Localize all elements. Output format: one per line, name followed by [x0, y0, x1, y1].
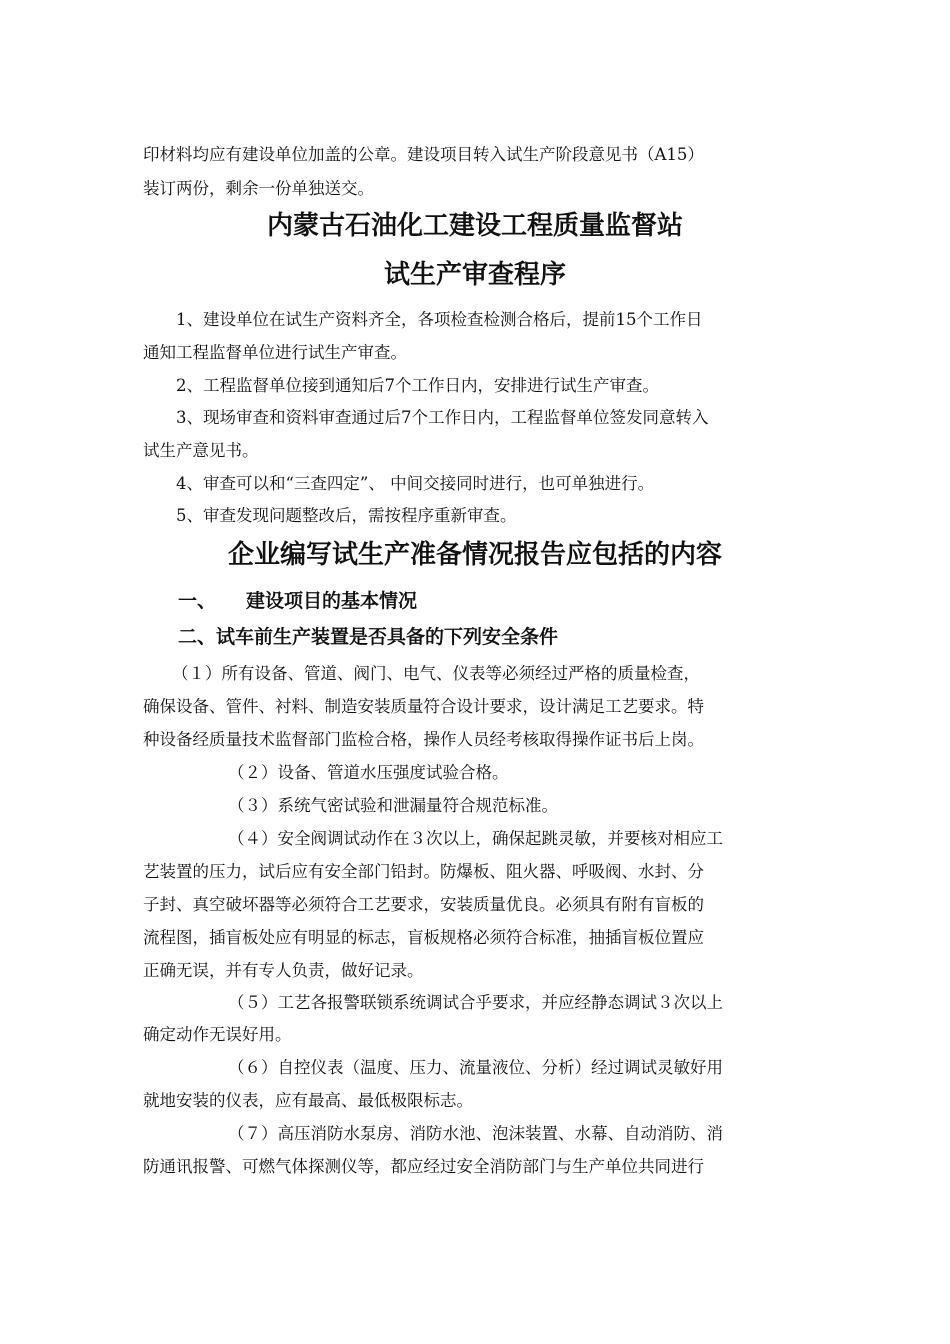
- condition-4-line-2: 艺装置的压力，试后应有安全部门铅封。防爆板、阻火器、呼吸阀、水封、分: [143, 862, 704, 881]
- procedure-item-1-line-1: 1、建设单位在试生产资料齐全，各项检查检测合格后，提前15个工作日: [176, 310, 703, 329]
- intro-line-2: 装订两份，剩余一份单独送交。: [143, 179, 374, 198]
- condition-4-line-1: （４）安全阀调试动作在３次以上，确保起跳灵敏，并要核对相应工: [228, 829, 723, 848]
- procedure-item-1-line-2: 通知工程监督单位进行试生产审查。: [143, 343, 407, 362]
- condition-4-line-4: 流程图，插盲板处应有明显的标志，盲板规格必须符合标准，抽插盲板位置应: [143, 928, 704, 947]
- condition-5-line-2: 确定动作无误好用。: [143, 1025, 292, 1044]
- section-1-number: 一、: [178, 590, 217, 612]
- procedure-title: 试生产审查程序: [383, 260, 566, 290]
- procedure-item-3-line-2: 试生产意见书。: [143, 441, 259, 460]
- report-title: 企业编写试生产准备情况报告应包括的内容: [227, 540, 722, 570]
- condition-2: （２）设备、管道水压强度试验合格。: [228, 763, 509, 782]
- condition-4-line-3: 子封、真空破坏器等必须符合工艺要求，安装质量优良。必须具有附有盲板的: [143, 895, 704, 914]
- condition-6-line-1: （６）自控仪表（温度、压力、流量液位、分析）经过调试灵敏好用: [228, 1058, 723, 1077]
- procedure-item-5: 5、审查发现问题整改后，需按程序重新审查。: [176, 506, 517, 525]
- org-title: 内蒙古石油化工建设工程质量监督站: [266, 211, 683, 241]
- condition-5-line-1: （５）工艺各报警联锁系统调试合乎要求，并应经静态调试３次以上: [228, 993, 723, 1012]
- section-1-heading: [178, 584, 417, 618]
- section-2-heading: 二、试车前生产装置是否具备的下列安全条件: [178, 626, 559, 648]
- condition-7-line-2: 防通讯报警、可燃气体探测仪等，都应经过安全消防部门与生产单位共同进行: [143, 1157, 704, 1176]
- condition-3: （３）系统气密试验和泄漏量符合规范标准。: [228, 796, 558, 815]
- condition-7-line-1: （７）高压消防水泵房、消防水池、泡沫装置、水幕、自动消防、消: [228, 1124, 723, 1143]
- section-1-text: 建设项目的基本情况: [246, 590, 418, 612]
- procedure-item-3-line-1: 3、现场审查和资料审查通过后7个工作日内，工程监督单位签发同意转入: [176, 408, 709, 427]
- procedure-item-2: 2、工程监督单位接到通知后7个工作日内，安排进行试生产审查。: [176, 376, 659, 395]
- procedure-item-4: 4、审查可以和“三查四定”、 中间交接同时进行，也可单独进行。: [176, 474, 655, 493]
- intro-line-1: 印材料均应有建设单位加盖的公章。建设项目转入试生产阶段意见书（A15）: [143, 145, 704, 164]
- condition-1-line-1: （１）所有设备、管道、阀门、电气、仪表等必须经过严格的质量检查，: [172, 664, 700, 683]
- condition-1-line-2: 确保设备、管件、衬料、制造安装质量符合设计要求，设计满足工艺要求。特: [143, 697, 704, 716]
- condition-6-line-2: 就地安装的仪表，应有最高、最低极限标志。: [143, 1091, 473, 1110]
- condition-1-line-3: 种设备经质量技术监督部门监检合格，操作人员经考核取得操作证书后上岗。: [143, 730, 704, 749]
- condition-4-line-5: 正确无误，并有专人负责，做好记录。: [143, 961, 424, 980]
